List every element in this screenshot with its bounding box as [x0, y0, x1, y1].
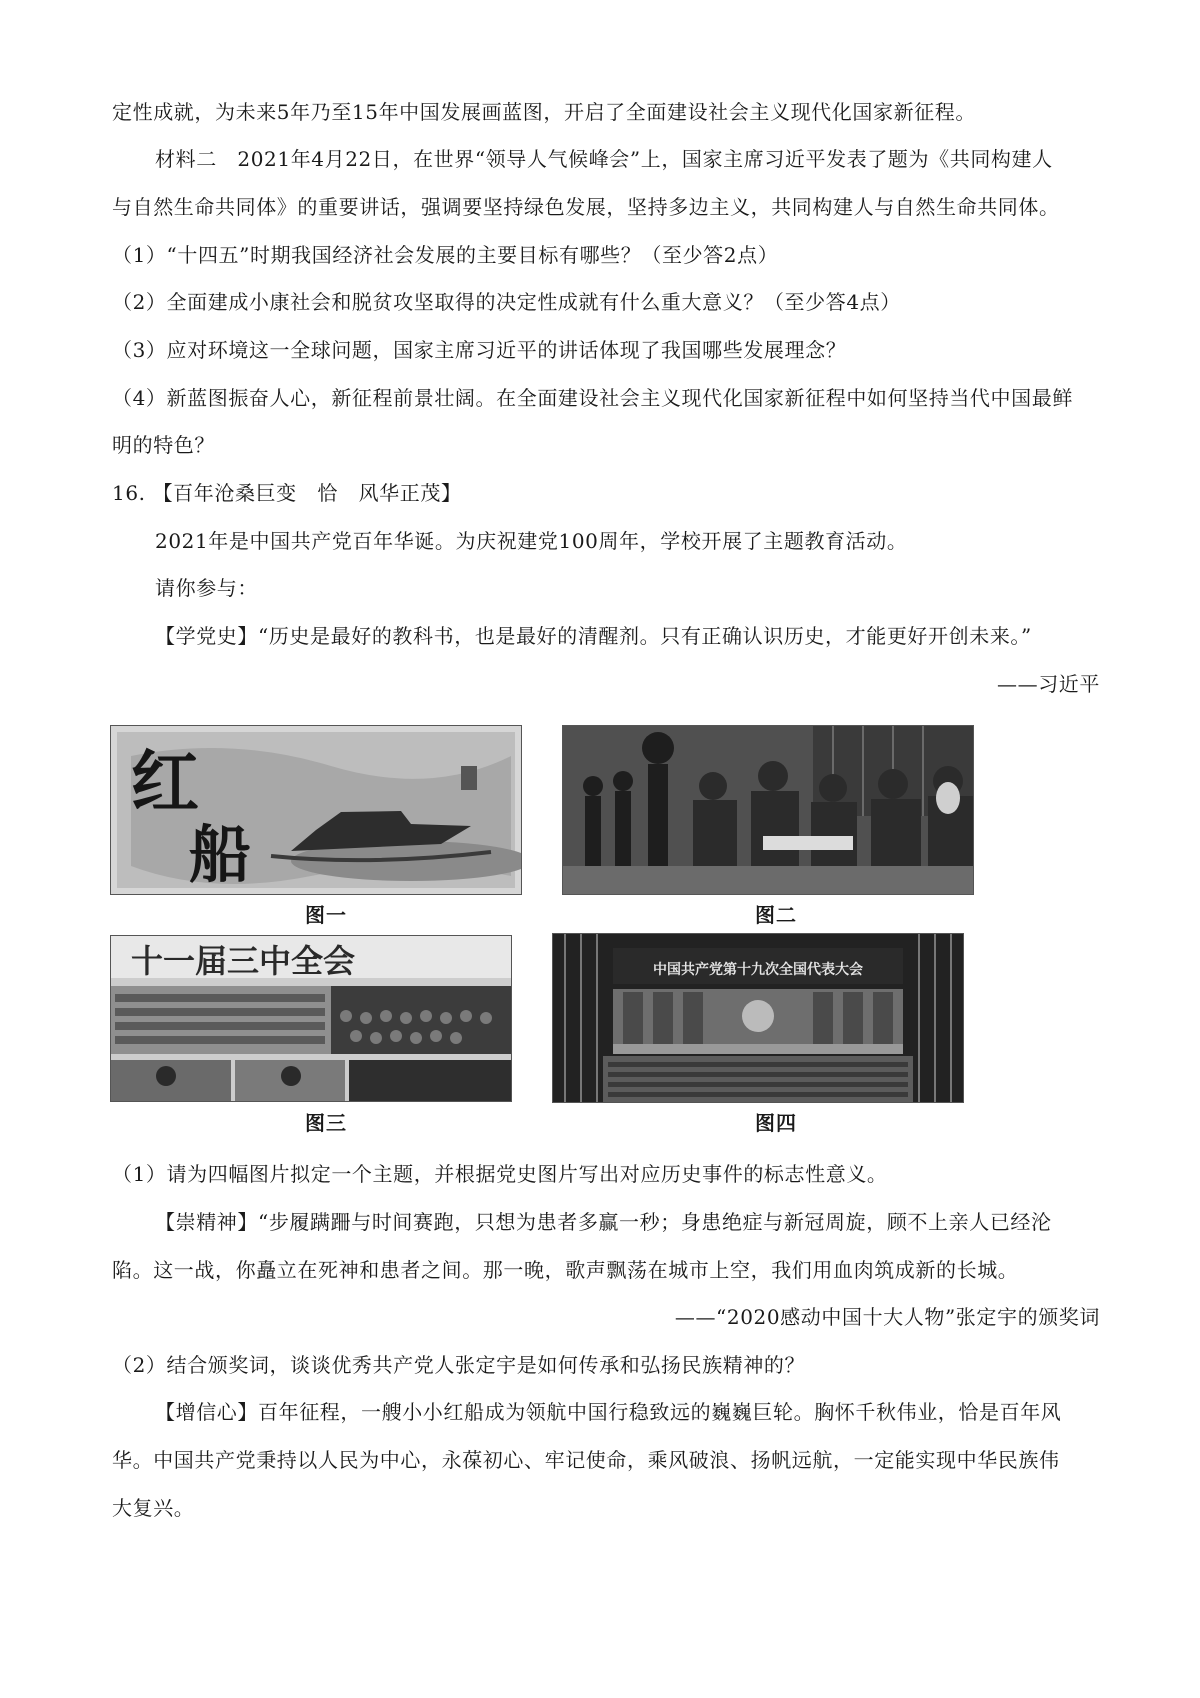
calligraphy-hong: 红 — [131, 743, 200, 823]
calligraphy-chuan: 船 — [189, 818, 252, 891]
study-history-quote: 【学党史】“历史是最好的教科书，也是最好的清醒剂。只有正确认识历史，才能更好开创未来。” — [155, 624, 1032, 648]
section-16-prompt: 请你参与： — [155, 576, 258, 600]
revere-spirit-source: ——“2020感动中国十大人物”张定宇的颁奖词 — [674, 1305, 1100, 1329]
figure-3-caption: 图三 — [305, 1111, 347, 1135]
figure-2-caption: 图二 — [755, 903, 797, 927]
question-1: （1）“十四五”时期我国经济社会发展的主要目标有哪些？（至少答2点） — [112, 243, 779, 267]
figure-2-founding-ceremony — [562, 725, 974, 895]
figure-3-third-plenum — [110, 935, 512, 1102]
question-4-line-2: 明的特色？ — [112, 433, 215, 457]
revere-spirit-line-2: 陷。这一战，你矗立在死神和患者之间。那一晚，歌声飘荡在城市上空，我们用血肉筑成新的长城。 — [112, 1258, 1019, 1282]
question-2: （2）全面建成小康社会和脱贫攻坚取得的决定性成就有什么重大意义？（至少答4点） — [112, 290, 901, 314]
material-one-tail: 定性成就，为未来5年乃至15年中国发展画蓝图，开启了全面建设社会主义现代化国家新征程。 — [112, 100, 976, 124]
figure-1-red-boat — [110, 725, 522, 895]
revere-spirit-line-1: 【崇精神】“步履蹒跚与时间赛跑，只想为患者多赢一秒；身患绝症与新冠周旋，顾不上亲人已经沦 — [155, 1210, 1052, 1234]
confidence-line-2: 华。中国共产党秉持以人民为中心，永葆初心、牢记使命，乘风破浪、扬帆远航，一定能实现中华民族伟 — [112, 1448, 1060, 1472]
question-3: （3）应对环境这一全球问题，国家主席习近平的讲话体现了我国哪些发展理念？ — [112, 338, 847, 362]
figure-1-caption: 图一 — [305, 903, 347, 927]
sub-question-2: （2）结合颁奖词，谈谈优秀共产党人张定宇是如何传承和弘扬民族精神的？ — [112, 1353, 806, 1377]
figure-4-caption: 图四 — [755, 1111, 797, 1135]
section-16-title: 16. 【百年沧桑巨变 恰 风华正茂】 — [112, 481, 462, 505]
material-two-line-2: 与自然生命共同体》的重要讲话，强调要坚持绿色发展，坚持多边主义，共同构建人与自然生命共同体。 — [112, 195, 1060, 219]
confidence-line-1: 【增信心】百年征程，一艘小小红船成为领航中国行稳致远的巍巍巨轮。胸怀千秋伟业，恰是百年风 — [155, 1400, 1062, 1424]
confidence-line-3: 大复兴。 — [112, 1496, 195, 1520]
section-16-intro: 2021年是中国共产党百年华诞。为庆祝建党100周年，学校开展了主题教育活动。 — [155, 529, 908, 553]
figure-4-19th-congress — [552, 933, 964, 1103]
question-4-line-1: （4）新蓝图振奋人心，新征程前景壮阔。在全面建设社会主义现代化国家新征程中如何坚持当代中国最鲜 — [112, 386, 1073, 410]
sub-question-1: （1）请为四幅图片拟定一个主题，并根据党史图片写出对应历史事件的标志性意义。 — [112, 1162, 888, 1186]
material-two-line-1: 材料二 2021年4月22日，在世界“领导人气候峰会”上，国家主席习近平发表了题为《共同构建人 — [155, 147, 1053, 171]
study-history-source: ——习近平 — [997, 672, 1100, 696]
figure-3-banner: 十一届三中全会 — [131, 942, 356, 980]
figure-4-banner: 中国共产党第十九次全国代表大会 — [653, 962, 863, 978]
